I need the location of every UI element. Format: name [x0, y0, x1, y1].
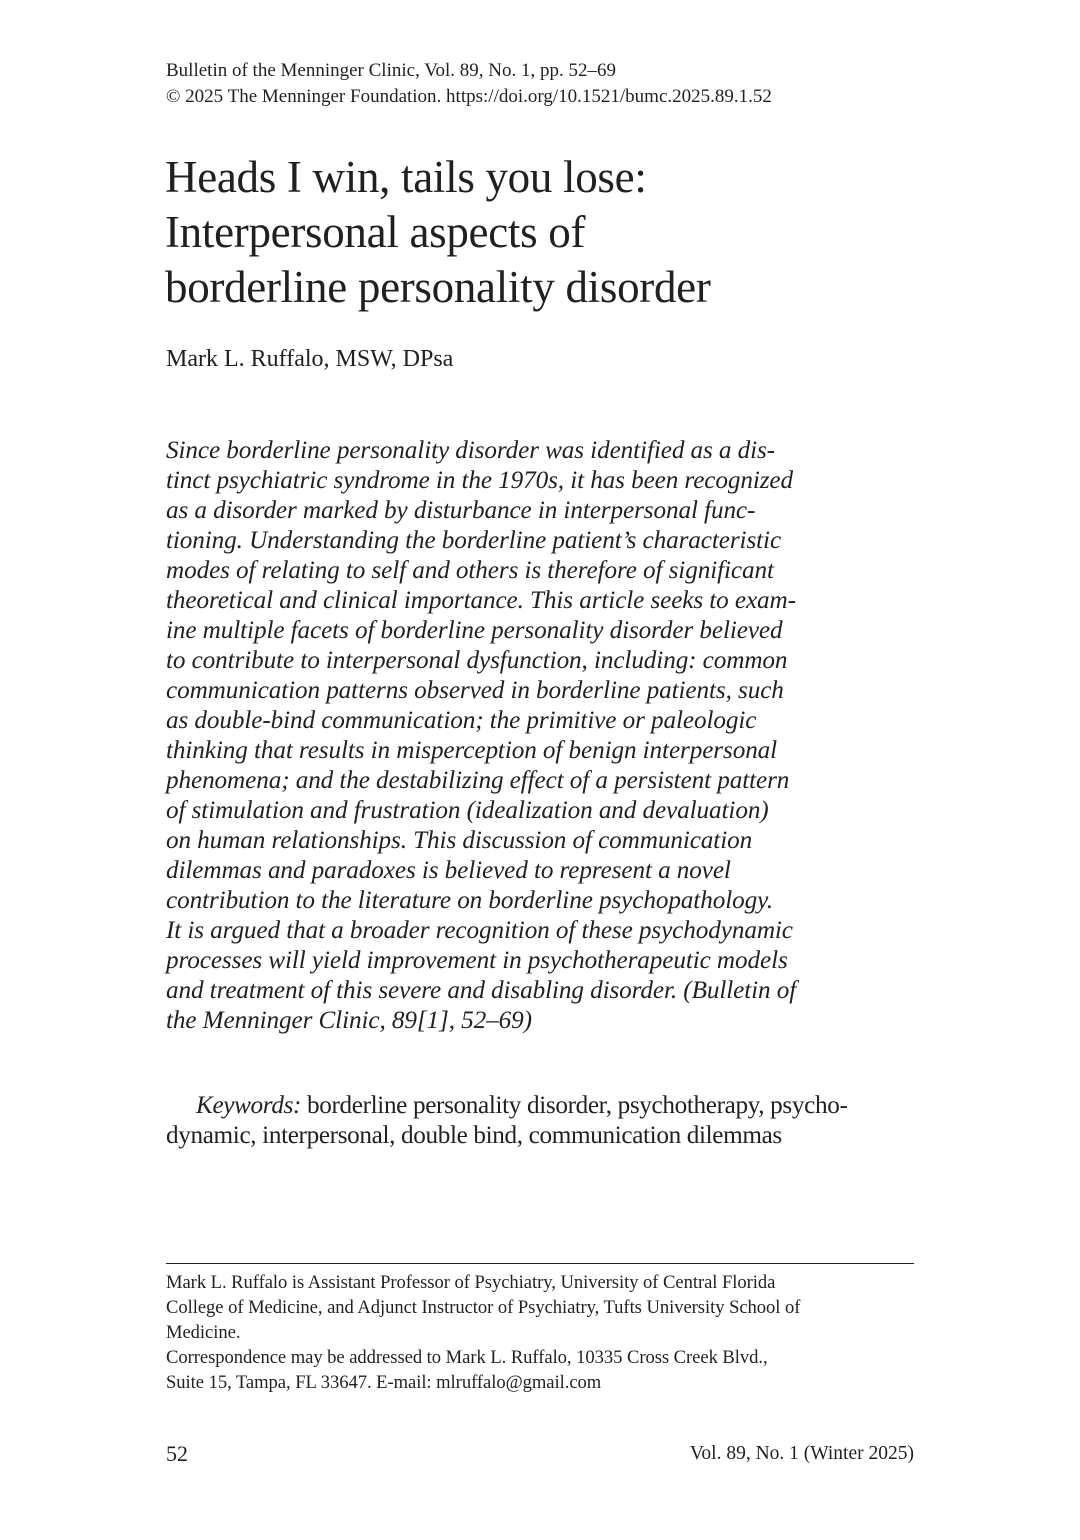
keywords-text: borderline personality disorder, psychotherapy, psycho-: [301, 1092, 848, 1119]
footnote-line: Correspondence may be addressed to Mark L. Ruffalo, 10335 Cross Creek Blvd.,: [166, 1347, 768, 1368]
abstract-line: of stimulation and frustration (idealization and devaluation): [166, 797, 769, 824]
abstract-line: contribution to the literature on borderline psychopathology.: [166, 887, 773, 914]
abstract-line: as a disorder marked by disturbance in interpersonal func-: [166, 497, 756, 524]
keywords-label: Keywords:: [196, 1092, 302, 1119]
footnote-line: College of Medicine, and Adjunct Instructor of Psychiatry, Tufts University School of: [166, 1297, 801, 1318]
footnote-line: Suite 15, Tampa, FL 33647. E-mail: mlruffalo@gmail.com: [166, 1372, 602, 1393]
abstract-line: as double-bind communication; the primitive or paleologic: [166, 707, 757, 734]
abstract-line: tinct psychiatric syndrome in the 1970s, it has been recognized: [166, 467, 794, 494]
footnote-divider: [166, 1263, 914, 1264]
footnote-line: Medicine.: [166, 1322, 241, 1343]
abstract-line: tioning. Understanding the borderline patient’s characteristic: [166, 527, 782, 554]
abstract-line: the Menninger Clinic, 89[1], 52–69): [166, 1007, 532, 1034]
abstract-line: processes will yield improvement in psychotherapeutic models: [166, 947, 788, 974]
abstract-line: theoretical and clinical importance. This article seeks to exam-: [166, 587, 796, 614]
abstract-line: dilemmas and paradoxes is believed to represent a novel: [166, 857, 731, 884]
title-line: Interpersonal aspects of: [165, 207, 586, 257]
journal-citation-line: Bulletin of the Menninger Clinic, Vol. 89, No. 1, pp. 52–69: [166, 60, 616, 81]
abstract-line: and treatment of this severe and disabling disorder. (Bulletin of: [166, 977, 797, 1004]
keywords: [166, 1091, 926, 1151]
abstract-line: on human relationships. This discussion of communication: [166, 827, 753, 854]
author-footnote: [166, 1270, 800, 1395]
footnote-line: Mark L. Ruffalo is Assistant Professor of Psychiatry, University of Central Florida: [166, 1272, 776, 1293]
abstract-line: thinking that results in misperception of benign interpersonal: [166, 737, 778, 764]
author-byline: Mark L. Ruffalo, MSW, DPsa: [166, 346, 454, 372]
copyright-doi-line[interactable]: © 2025 The Menninger Foundation. https://doi.org/10.1521/bumc.2025.89.1.52: [166, 86, 772, 107]
abstract-line: It is argued that a broader recognition of these psychodynamic: [166, 917, 793, 944]
issue-info: Vol. 89, No. 1 (Winter 2025): [689, 1443, 914, 1464]
title-line: Heads I win, tails you lose:: [165, 152, 647, 202]
abstract: [166, 436, 906, 1036]
title-line: borderline personality disorder: [165, 262, 711, 312]
abstract-line: communication patterns observed in borderline patients, such: [166, 677, 784, 704]
abstract-line: ine multiple facets of borderline personality disorder believed: [166, 617, 783, 644]
abstract-line: modes of relating to self and others is therefore of significant: [166, 557, 774, 584]
abstract-line: to contribute to interpersonal dysfunction, including: common: [166, 647, 788, 674]
article-title: [165, 150, 711, 315]
keywords-line: dynamic, interpersonal, double bind, communication dilemmas: [166, 1122, 782, 1149]
abstract-line: phenomena; and the destabilizing effect of a persistent pattern: [166, 767, 790, 794]
running-head: [166, 58, 772, 110]
abstract-line: Since borderline personality disorder was identified as a dis-: [166, 437, 775, 464]
keywords-line: [166, 1091, 926, 1121]
page-number: 52: [166, 1441, 188, 1466]
